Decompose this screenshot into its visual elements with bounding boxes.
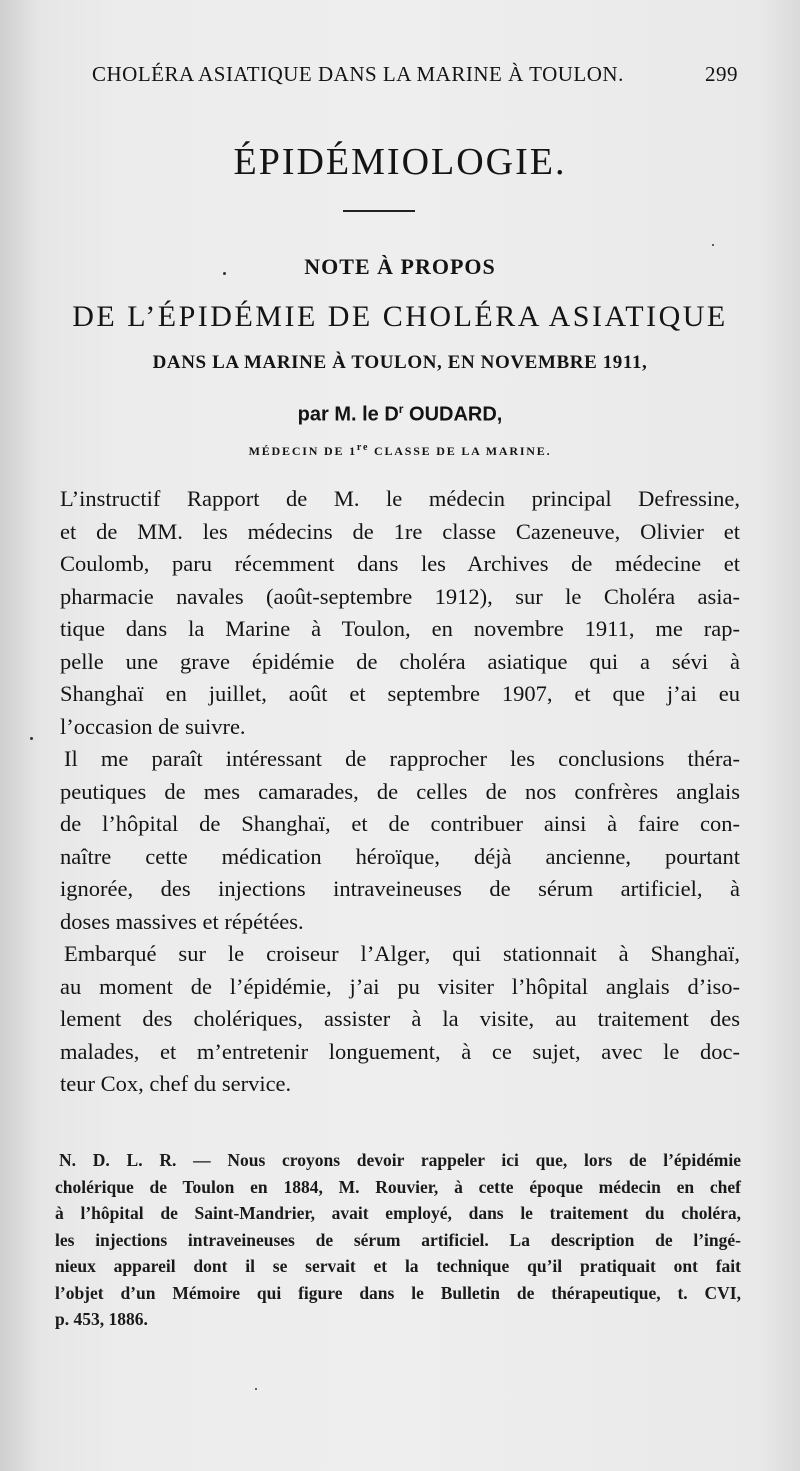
section-title: ÉPIDÉMIOLOGIE. — [233, 141, 567, 183]
footnote-line: cholérique de Toulon en 1884, M. Rouvier, à cette époque médecin en chef — [55, 1176, 741, 1197]
paragraph-line: de l’hôpital de Shanghaï, et de contribuer ainsi à faire con- — [60, 811, 740, 836]
author-position: MÉDECIN DE 1re CLASSE DE LA MARINE. — [248, 442, 552, 458]
paragraph-line: Shanghaï en juillet, août et septembre 1907, et que j’ai eu — [60, 681, 740, 706]
paragraph-line: pharmacie navales (août-septembre 1912), sur le Choléra asia- — [60, 583, 740, 609]
paper-speck — [255, 1388, 257, 1390]
paper-speck — [712, 244, 714, 246]
paragraph-line: tique dans la Marine à Toulon, en novembre 1911, me rap- — [60, 616, 740, 641]
footnote-line: p. 453, 1886. — [55, 1309, 148, 1329]
title-divider — [343, 210, 415, 212]
editor-footnote — [55, 1147, 741, 1333]
paragraph-3 — [60, 938, 740, 1101]
note-heading-line-3: DANS LA MARINE À TOULON, EN NOVEMBRE 1911, — [152, 352, 648, 373]
author-byline — [0, 402, 800, 427]
footnote-line: les injections intraveineuses de sérum artificiel. La description de l’ingé- — [55, 1229, 741, 1250]
page-number: 299 — [705, 62, 738, 86]
author-title-sup: r — [398, 402, 404, 416]
article-body — [60, 483, 740, 1101]
paragraph-line: lement des cholériques, assister à la visite, au traitement des — [60, 1006, 740, 1031]
paragraph-line: Il me paraît intéressant de rapprocher les conclusions théra- — [64, 746, 740, 771]
paragraph-line: et de MM. les médecins de 1re classe Cazeneuve, Olivier et — [60, 518, 740, 544]
running-header — [92, 62, 738, 92]
footnote-line: l’objet d’un Mémoire qui figure dans le Bulletin de thérapeutique, t. CVI, — [55, 1282, 741, 1303]
paragraph-2 — [60, 743, 740, 938]
author-name: OUDARD, — [403, 403, 503, 426]
paragraph-line: L’instructif Rapport de M. le médecin principal Defressine, — [60, 486, 740, 511]
paragraph-line: ignorée, des injections intraveineuses de sérum artificiel, à — [60, 876, 740, 901]
paper-speck — [223, 272, 226, 275]
paragraph-line: doses massives et répétées. — [60, 908, 304, 934]
footnote-line: à l’hôpital de Saint-Mandrier, avait employé, dans le traitement du choléra, — [55, 1203, 741, 1223]
paragraph-line: au moment de l’épidémie, j’ai pu visiter l’hôpital anglais d’iso- — [60, 973, 740, 999]
paragraph-line: l’occasion de suivre. — [60, 713, 246, 739]
paragraph-line: teur Cox, chef du service. — [60, 1071, 292, 1096]
paragraph-1 — [60, 483, 740, 743]
author-prefix: par M. le D — [297, 403, 399, 426]
paragraph-line: Embarqué sur le croiseur l’Alger, qui stationnait à Shanghaï, — [64, 941, 740, 966]
note-heading-line-1: NOTE À PROPOS — [304, 254, 496, 279]
note-heading-line-2: DE L’ÉPIDÉMIE DE CHOLÉRA ASIATIQUE — [72, 300, 728, 333]
paragraph-line: malades, et m’entretenir longuement, à ce sujet, avec le doc- — [60, 1038, 740, 1064]
paragraph-line: Coulomb, paru récemment dans les Archives de médecine et — [60, 551, 740, 576]
paper-speck — [30, 737, 33, 740]
paragraph-line: naître cette médication héroïque, déjà ancienne, pourtant — [60, 843, 740, 869]
running-title: CHOLÉRA ASIATIQUE DANS LA MARINE À TOULON. — [92, 62, 624, 86]
paragraph-line: pelle une grave épidémie de choléra asiatique qui a sévi à — [60, 648, 740, 674]
footnote-line: nieux appareil dont il se servait et la technique qu’il pratiquait ont fait — [55, 1256, 741, 1276]
footnote-line: N. D. L. R. — Nous croyons devoir rappeler ici que, lors de l’épidémie — [59, 1150, 741, 1170]
paragraph-line: peutiques de mes camarades, de celles de nos confrères anglais — [60, 778, 740, 804]
